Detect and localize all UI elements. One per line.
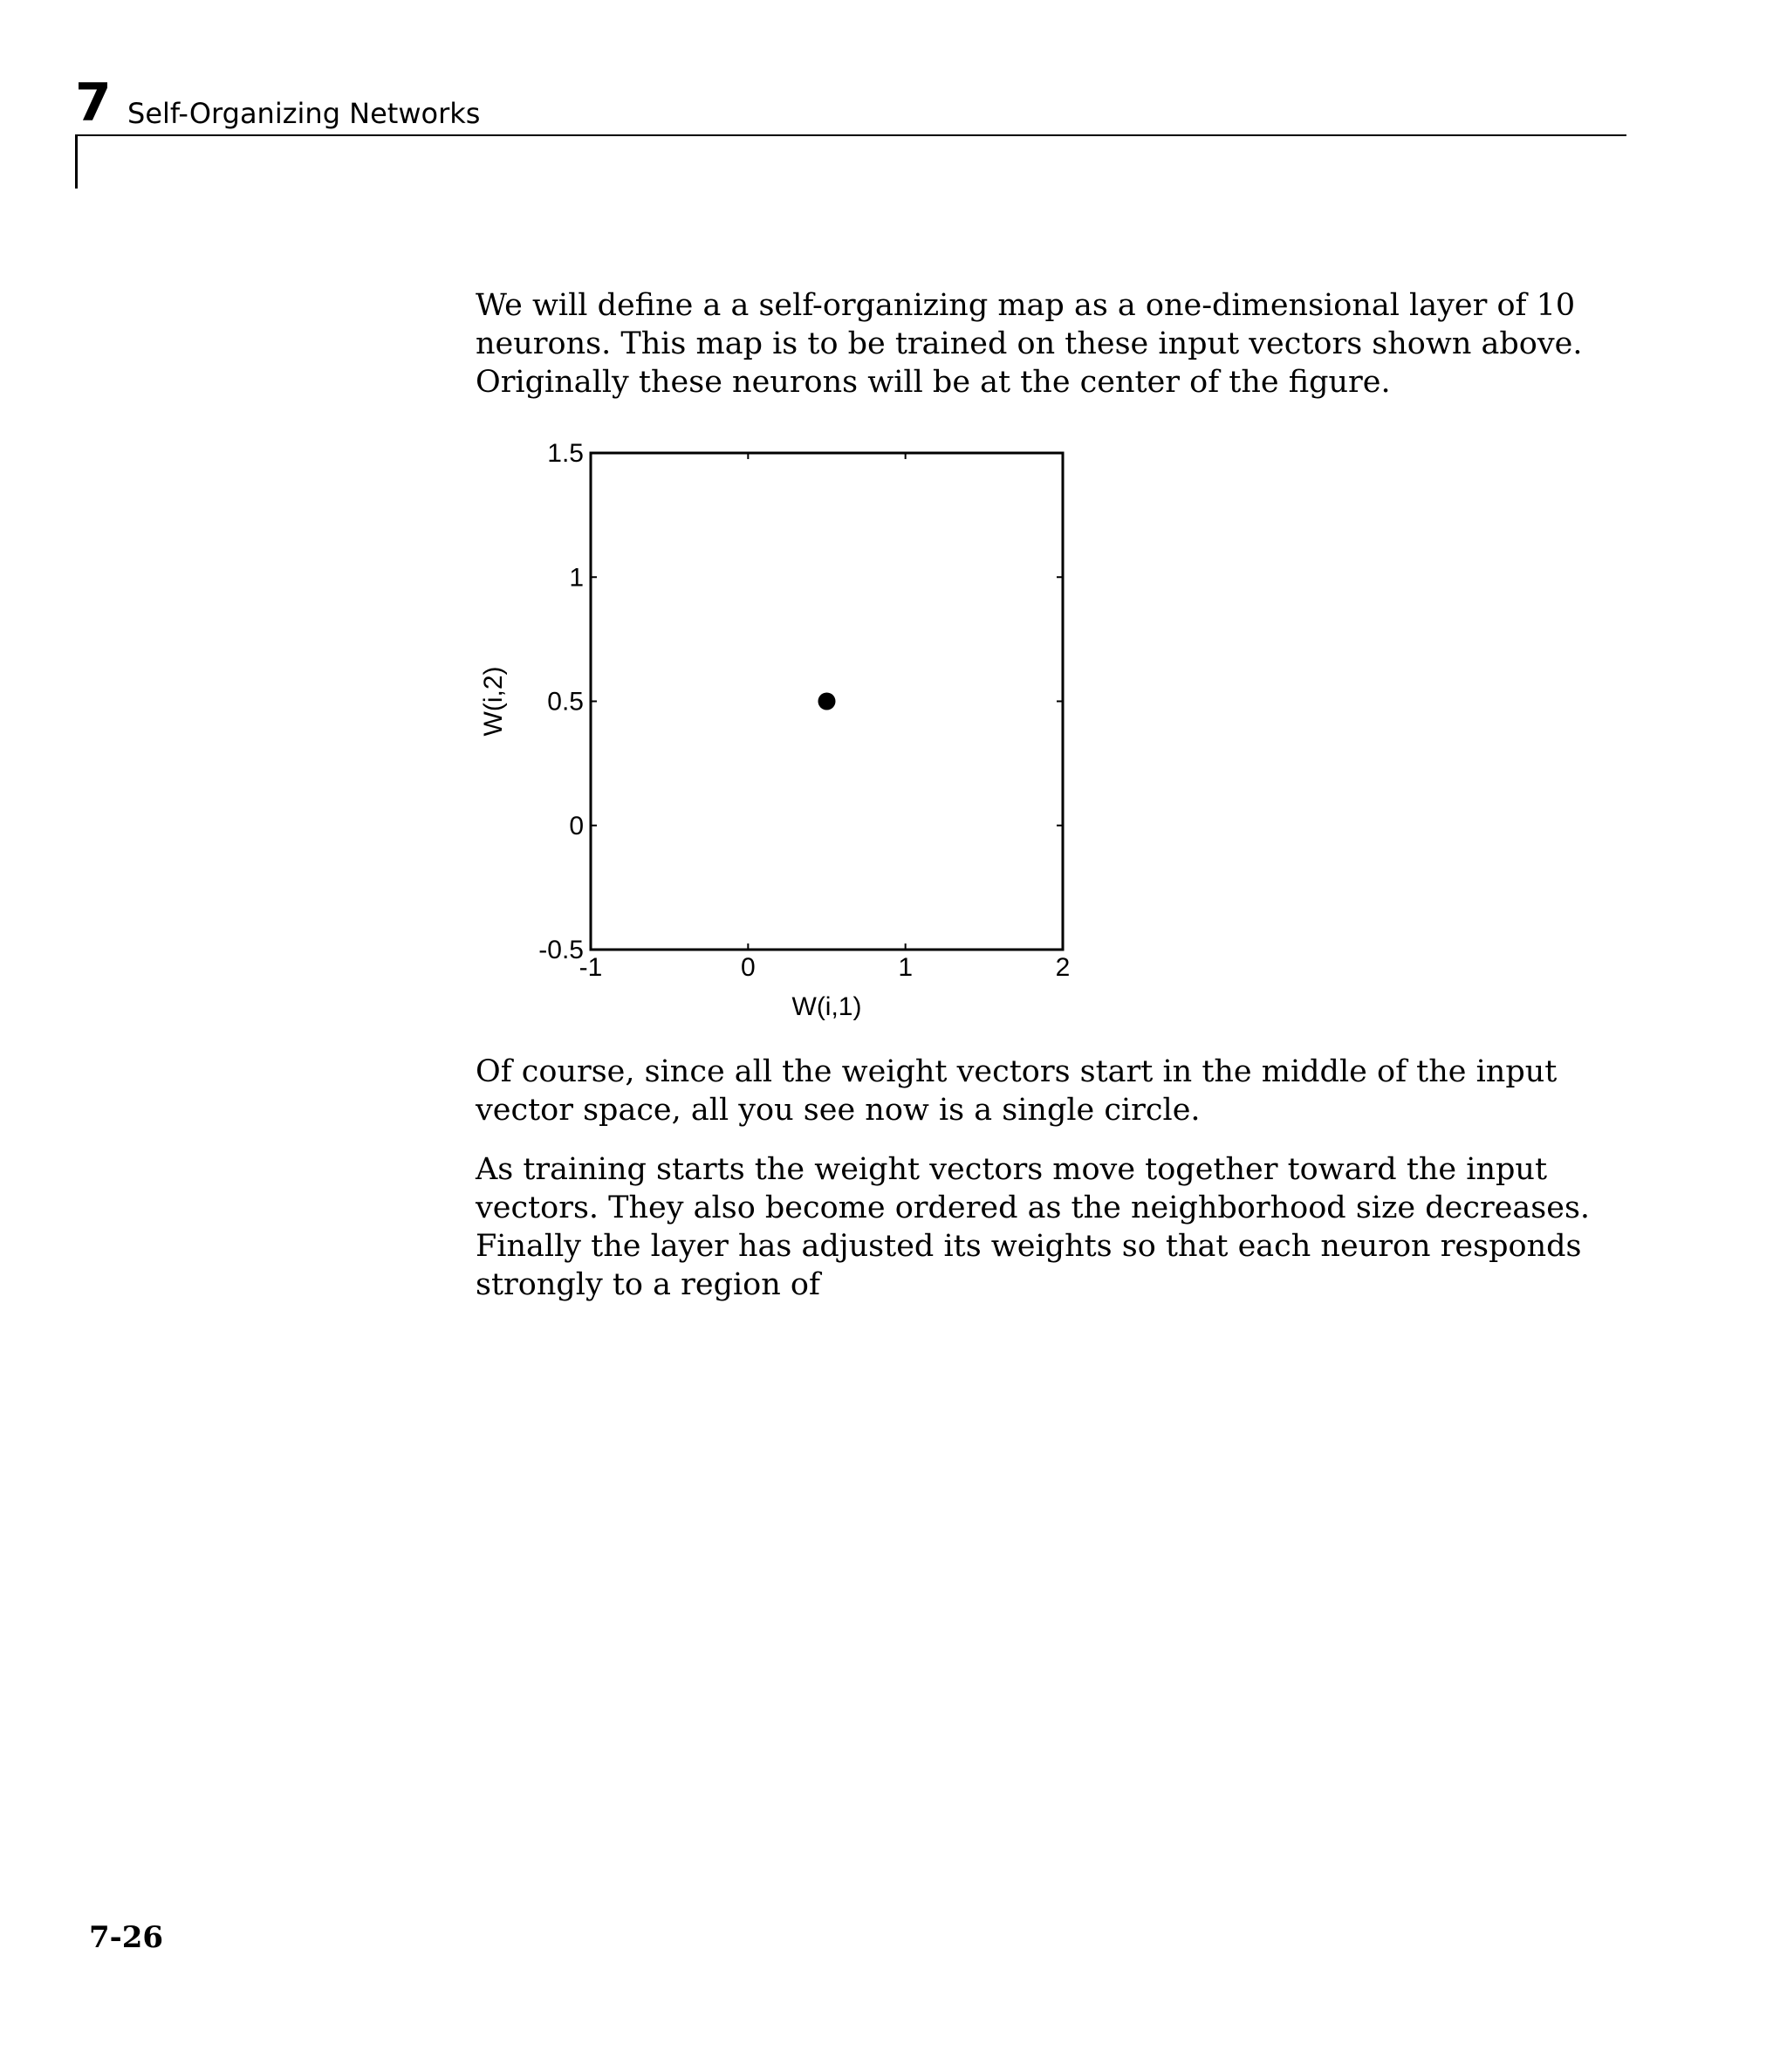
- y-tick-label: 1.5: [547, 439, 584, 468]
- page-number: 7-26: [89, 1920, 164, 1955]
- scatter-plot: [471, 436, 1099, 1030]
- x-tick-label: 0: [740, 953, 756, 982]
- header-rule: [75, 134, 1626, 136]
- y-axis-label: W(i,2): [479, 666, 508, 737]
- x-tick-label: 2: [1055, 953, 1071, 982]
- header-margin-bar: [75, 134, 78, 189]
- x-tick-label: 1: [898, 953, 914, 982]
- y-tick-label: 0.5: [547, 687, 584, 717]
- data-point: [818, 693, 836, 710]
- body-paragraph-3: As training starts the weight vectors move together toward the input vectors. They also become ordered as the neighborhood size decreases. Finally the layer has adjusted its weights so that each neuron responds strongly to a region of: [476, 1152, 1591, 1302]
- body-paragraph-1: We will define a a self-organizing map as a one-dimensional layer of 10 neurons. This map is to be trained on these input vectors shown above. Originally these neurons will be at the center of the figure.: [476, 288, 1583, 400]
- body-paragraph-2: Of course, since all the weight vectors start in the middle of the input vector space, all you see now is a single circle.: [476, 1054, 1558, 1128]
- weight-vector-figure: [471, 436, 1099, 1030]
- y-tick-label: 0: [569, 811, 584, 840]
- chapter-title: Self-Organizing Networks: [127, 97, 481, 130]
- chapter-number: 7: [75, 72, 112, 134]
- x-tick-label: -1: [579, 953, 603, 982]
- y-tick-label: -0.5: [538, 936, 584, 964]
- y-tick-label: 1: [569, 563, 584, 593]
- x-axis-label: W(i,1): [791, 992, 862, 1021]
